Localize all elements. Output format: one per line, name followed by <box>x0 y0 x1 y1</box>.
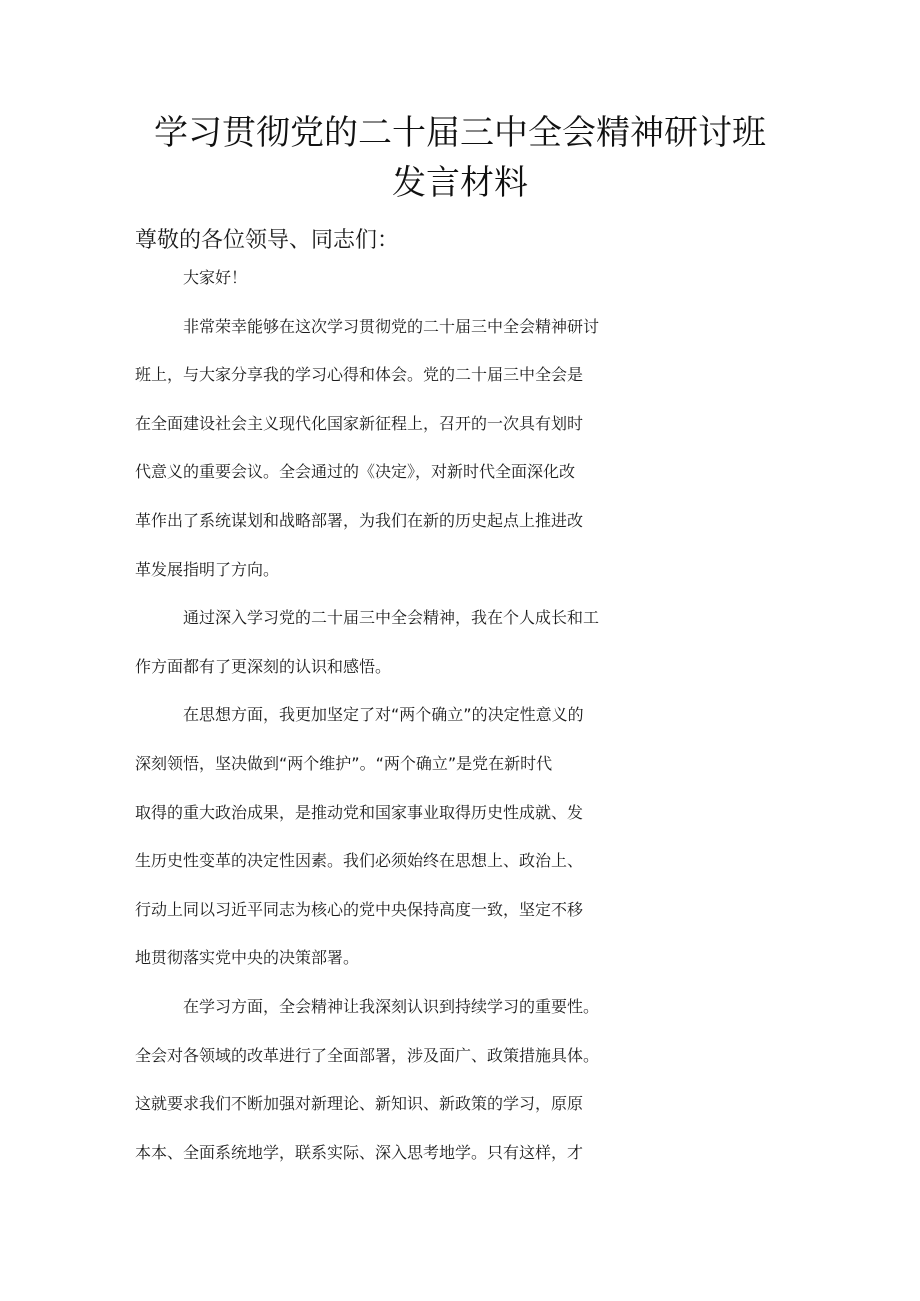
paragraph-line: 代意义的重要会议。全会通过的《决定》，对新时代全面深化改 <box>135 462 576 482</box>
paragraph-line: 这就要求我们不断加强对新理论、新知识、新政策的学习，原原 <box>135 1094 584 1114</box>
paragraph-study-summary <box>135 605 790 702</box>
paragraph-line: 非常荣幸能够在这次学习贯彻党的二十届三中全会精神研讨 <box>183 316 600 336</box>
paragraph-line: 在全面建设社会主义现代化国家新征程上，召开的一次具有划时 <box>135 413 584 433</box>
title-line-1: 学习贯彻党的二十届三中全会精神研讨班 <box>154 113 766 153</box>
paragraph-line: 作方面都有了更深刻的认识和感悟。 <box>135 656 392 676</box>
title-line-2: 发言材料 <box>392 163 528 203</box>
paragraph-line: 革作出了系统谋划和战略部署，为我们在新的历史起点上推进改 <box>135 510 584 530</box>
document-body <box>135 217 790 1188</box>
paragraph-line: 大家好！ <box>183 268 248 287</box>
paragraph-line: 在思想方面，我更加坚定了对“两个确立”的决定性意义的 <box>183 705 584 725</box>
paragraph-line: 通过深入学习党的二十届三中全会精神，我在个人成长和工 <box>183 608 600 628</box>
paragraph-line: 班上，与大家分享我的学习心得和体会。党的二十届三中全会是 <box>135 365 584 385</box>
paragraph-learning <box>135 994 790 1188</box>
paragraph-line: 生历史性变革的决定性因素。我们必须始终在思想上、政治上、 <box>135 851 584 871</box>
paragraph-line: 地贯彻落实党中央的决策部署。 <box>135 948 360 968</box>
paragraph-line: 深刻领悟，坚决做到“两个维护”。“两个确立”是党在新时代 <box>135 753 553 773</box>
paragraph-greeting <box>135 265 790 314</box>
paragraph-thought <box>135 702 790 994</box>
salutation: 尊敬的各位领导、同志们： <box>135 228 400 253</box>
document-title <box>0 108 920 208</box>
paragraph-line: 革发展指明了方向。 <box>135 559 280 579</box>
paragraph-line: 取得的重大政治成果，是推动党和国家事业取得历史性成就、发 <box>135 802 584 822</box>
paragraph-line: 全会对各领域的改革进行了全面部署，涉及面广、政策措施具体。 <box>135 1045 600 1065</box>
paragraph-intro <box>135 314 790 606</box>
paragraph-line: 本本、全面系统地学，联系实际、深入思考地学。只有这样，才 <box>135 1142 584 1162</box>
paragraph-line: 在学习方面，全会精神让我深刻认识到持续学习的重要性。 <box>183 996 600 1016</box>
paragraph-line: 行动上同以习近平同志为核心的党中央保持高度一致，坚定不移 <box>135 899 584 919</box>
